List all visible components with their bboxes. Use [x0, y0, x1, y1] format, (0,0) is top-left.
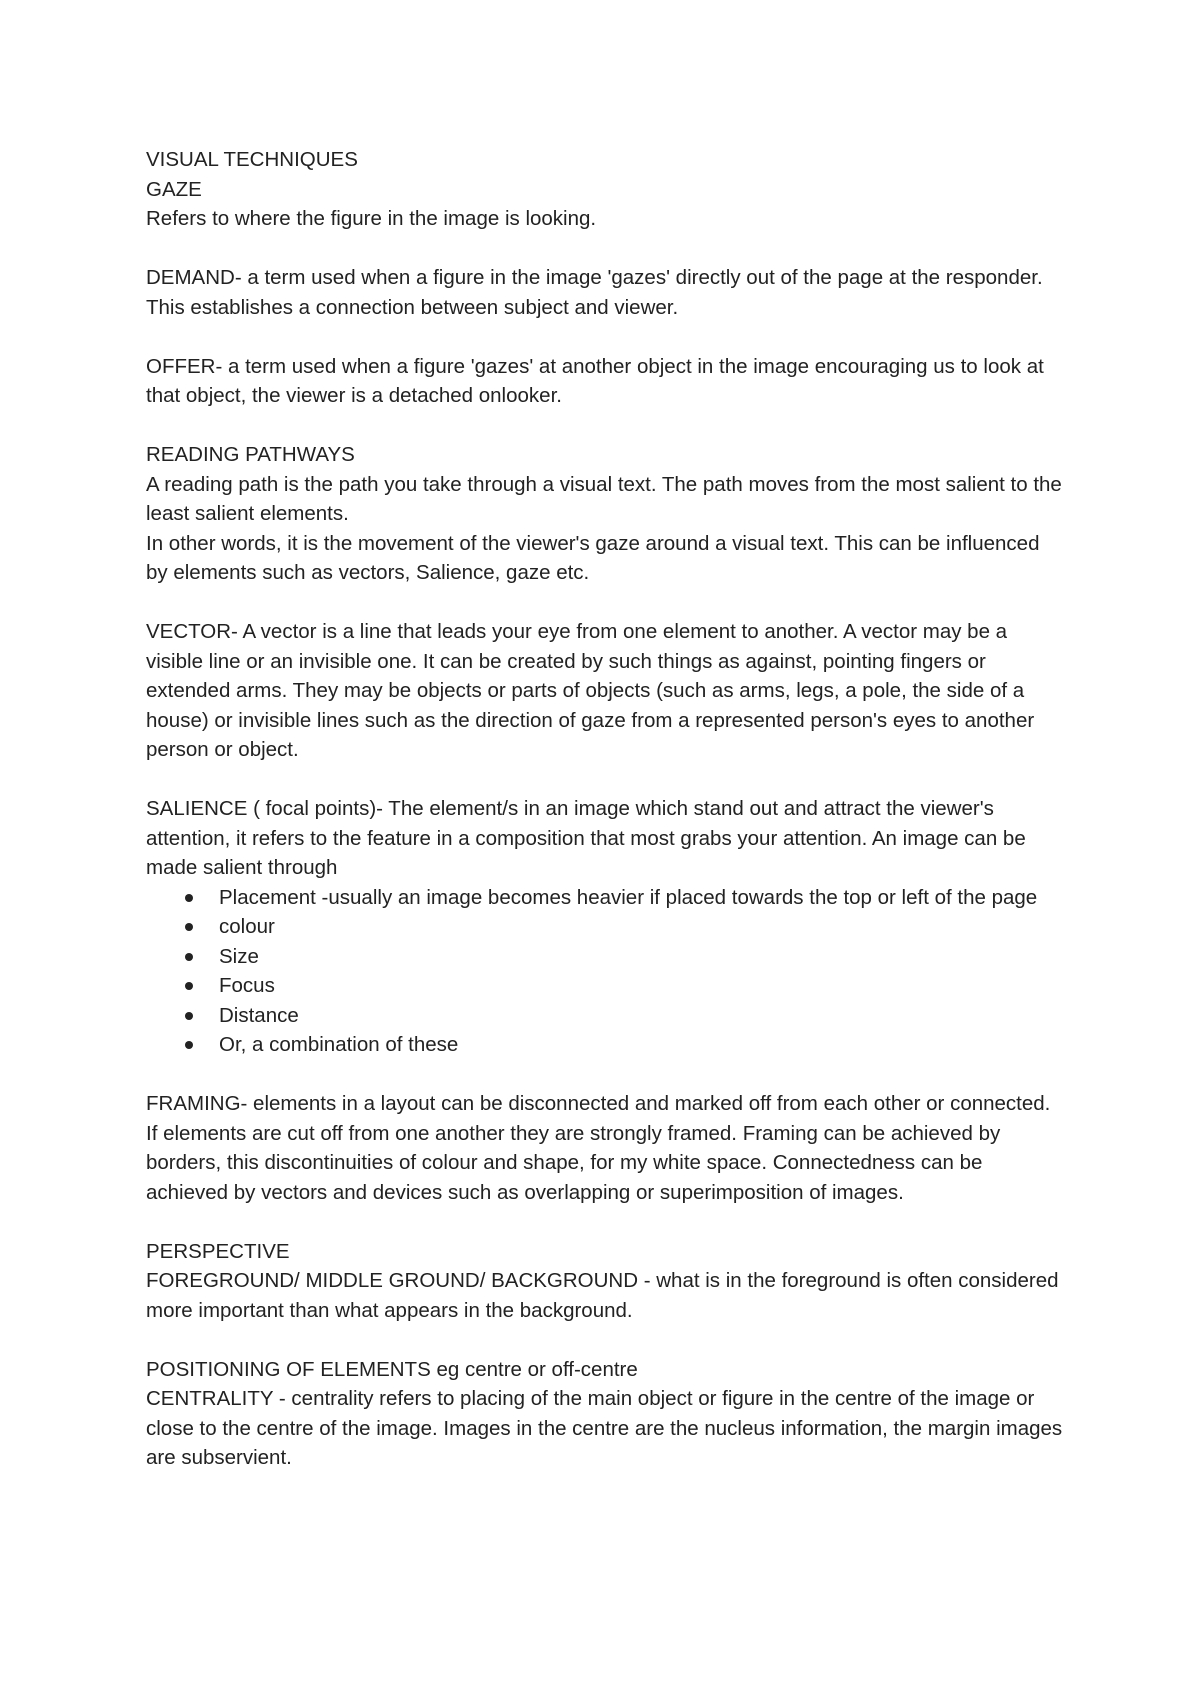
- list-item-text: Size: [219, 944, 259, 968]
- reading-pathways-paragraph-1: A reading path is the path you take through a visual text. The path moves from the most salient to the least salient elements.: [146, 472, 1062, 525]
- paragraph-gap: [146, 765, 1066, 795]
- paragraph-gap: [146, 234, 1066, 264]
- bullet-icon: [185, 953, 193, 961]
- list-item: [146, 942, 1066, 972]
- list-item: [146, 883, 1066, 913]
- list-item-text: Focus: [219, 974, 275, 997]
- list-item: [146, 912, 1066, 942]
- paragraph-gap: [146, 1325, 1066, 1355]
- paragraph-gap: [146, 588, 1066, 618]
- paragraph-gap: [146, 1060, 1066, 1090]
- framing-paragraph: FRAMING- elements in a layout can be disconnected and marked off from each other or connected. If elements are cut off from one another they are strongly framed. Framing can be achieved by borders, this discontinuities of colour and shape, for my white space. Connectedness can be achieved by vectors and devices such as overlapping or superimposition of images.: [146, 1092, 1051, 1204]
- bullet-icon: [185, 982, 193, 990]
- positioning-heading: POSITIONING OF ELEMENTS eg centre or off-centre: [146, 1357, 638, 1381]
- gaze-definition: Refers to where the figure in the image is looking.: [146, 207, 597, 230]
- salience-list: [146, 883, 1066, 1060]
- list-item: [146, 1001, 1066, 1031]
- perspective-heading: PERSPECTIVE: [146, 1239, 290, 1263]
- list-item-text: Distance: [219, 1003, 299, 1027]
- perspective-paragraph: FOREGROUND/ MIDDLE GROUND/ BACKGROUND - what is in the foreground is often considered more important than what appears in the background.: [146, 1269, 1059, 1322]
- list-item-text: Placement -usually an image becomes heavier if placed towards the top or left of the page: [219, 885, 1038, 909]
- document-title: VISUAL TECHNIQUES: [146, 148, 358, 171]
- demand-paragraph: DEMAND- a term used when a figure in the image 'gazes' directly out of the page at the responder. This establishes a connection between subject and viewer.: [146, 266, 1043, 319]
- list-item-text: colour: [219, 915, 275, 938]
- document-body: [146, 145, 1066, 1473]
- centrality-paragraph: CENTRALITY - centrality refers to placing of the main object or figure in the centre of the image or close to the centre of the image. Images in the centre are the nucleus information, the margin images are subservient.: [146, 1387, 1063, 1469]
- bullet-icon: [185, 894, 193, 902]
- vector-paragraph: VECTOR- A vector is a line that leads your eye from one element to another. A vector may be a visible line or an invisible one. It can be created by such things as against, pointing fingers or extended arms. They may be objects or parts of objects (such as arms, legs, a pole, the side of a house) or invisible lines such as the direction of gaze from a represented person's eyes to another person or object.: [146, 620, 1035, 761]
- salience-paragraph: SALIENCE ( focal points)- The element/s in an image which stand out and attract the viewer's attention, it refers to the feature in a composition that most grabs your attention. An image can be made salient through: [146, 797, 1026, 879]
- list-item: [146, 971, 1066, 1001]
- bullet-icon: [185, 1012, 193, 1020]
- bullet-icon: [185, 1041, 193, 1049]
- list-item: [146, 1030, 1066, 1060]
- offer-paragraph: OFFER- a term used when a figure 'gazes' at another object in the image encouraging us to look at that object, the viewer is a detached onlooker.: [146, 354, 1044, 407]
- reading-pathways-paragraph-2: In other words, it is the movement of the viewer's gaze around a visual text. This can be influenced by elements such as vectors, Salience, gaze etc.: [146, 531, 1040, 584]
- paragraph-gap: [146, 411, 1066, 441]
- list-item-text: Or, a combination of these: [219, 1033, 459, 1056]
- bullet-icon: [185, 923, 193, 931]
- reading-pathways-heading: READING PATHWAYS: [146, 443, 355, 466]
- paragraph-gap: [146, 1207, 1066, 1237]
- paragraph-gap: [146, 322, 1066, 352]
- gaze-heading: GAZE: [146, 177, 202, 201]
